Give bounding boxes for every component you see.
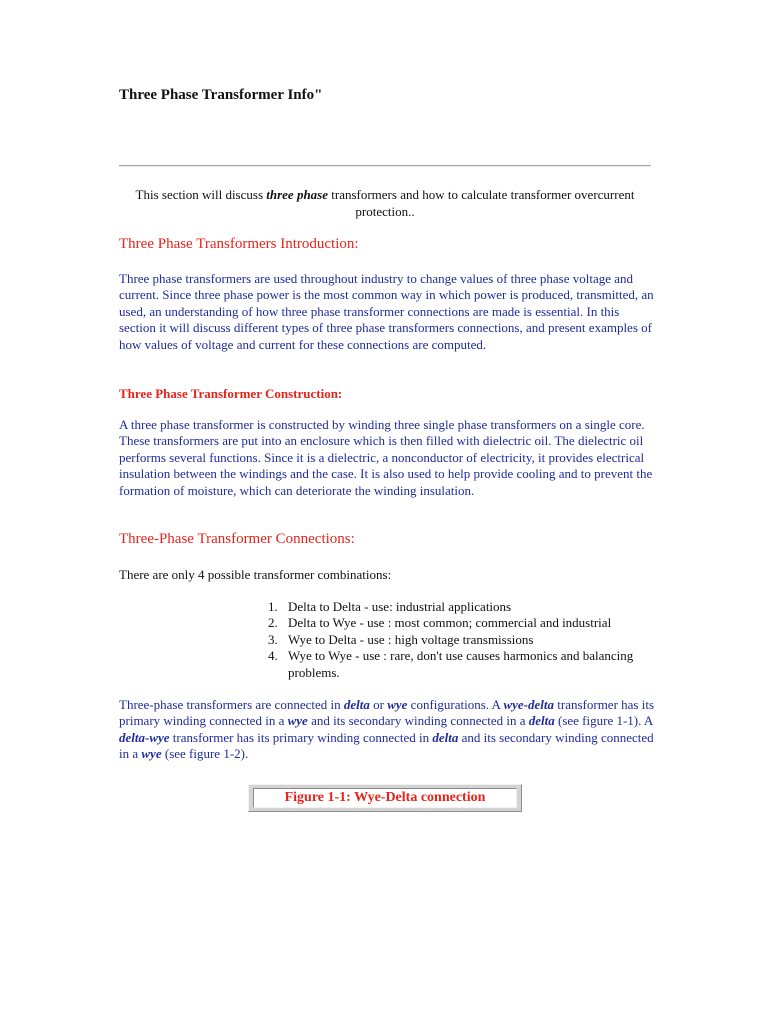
- closing-text: Three-phase transformers are connected in: [119, 697, 344, 712]
- closing-emphasis: wye: [287, 713, 308, 729]
- closing-emphasis: delta-wye: [119, 729, 170, 745]
- intro-emphasis: three phase: [266, 187, 328, 202]
- list-item: [268, 648, 648, 681]
- intro-paragraph: [119, 186, 651, 220]
- horizontal-divider: [119, 165, 651, 167]
- intro-text-before: This section will discuss: [135, 187, 267, 202]
- figure-caption: Figure 1-1: Wye-Delta connection: [253, 788, 517, 808]
- section-heading-introduction: Three Phase Transformers Introduction:: [119, 236, 359, 252]
- closing-emphasis: delta: [528, 713, 555, 729]
- closing-text: and its secondary winding connected in a: [307, 713, 529, 729]
- closing-text: (see figure 1-2).: [161, 746, 249, 762]
- list-item-text: Delta to Delta - use: industrial applications: [288, 599, 512, 614]
- closing-text: transformer has its primary winding connected in: [169, 729, 433, 745]
- figure-caption-box: [248, 784, 522, 812]
- list-item: [268, 615, 648, 631]
- combinations-list: [268, 599, 648, 681]
- closing-text: or: [369, 697, 388, 712]
- list-item: [268, 599, 648, 615]
- closing-emphasis: wye: [387, 697, 408, 712]
- closing-text: and its secondary winding connected in a: [119, 729, 654, 762]
- closing-emphasis: wye: [141, 746, 162, 762]
- closing-text: transformer has its primary winding connected in a: [119, 697, 655, 729]
- connections-lead-text: There are only 4 possible transformer combinations:: [119, 567, 392, 582]
- list-item-text: Wye to Delta - use : high voltage transmissions: [288, 631, 534, 647]
- section-heading-construction: Three Phase Transformer Construction:: [119, 386, 343, 401]
- page-title: Three Phase Transformer Info": [119, 87, 323, 103]
- list-item-text: Wye to Wye - use : rare, don't use causes harmonics and balancing problems.: [288, 648, 634, 680]
- section-body-construction: A three phase transformer is constructed by winding three single phase transformers on a single core. These transformers are put into an enclosure which is then filled with dielectric oil. The dielectric oil performs several functions. Since it is a dielectric, a nonconductor of electricity, it provides electrical insulation between the windings and the case. It is also used to help provide cooling and to prevent the formation of moisture, which can deteriorate the winding insulation.: [119, 417, 653, 498]
- list-item: [268, 632, 648, 648]
- list-item-text: Delta to Wye - use : most common; commercial and industrial: [288, 615, 612, 631]
- closing-emphasis: wye-delta: [503, 697, 555, 712]
- closing-emphasis: delta: [432, 729, 459, 745]
- intro-text-after: transformers and how to calculate transformer overcurrent protection..: [328, 187, 635, 219]
- closing-text: configurations. A: [407, 697, 504, 712]
- closing-emphasis: delta: [343, 697, 370, 712]
- list-item-number: 2.: [268, 615, 278, 631]
- list-item-number: 3.: [268, 631, 278, 647]
- section-heading-connections: Three-Phase Transformer Connections:: [119, 531, 355, 547]
- closing-text: (see figure 1-1). A: [554, 713, 653, 729]
- list-item-number: 1.: [268, 599, 278, 614]
- section-body-introduction: Three phase transformers are used throughout industry to change values of three phase voltage and current. Since three phase power is the most common way in which power is produced, transmitted, an used, an understanding of how three phase transformer connections are made is essential. In this section it will discuss different types of three phase transformers connections, and present examples of how values of voltage and current for these connections are computed.: [119, 271, 654, 352]
- connections-closing-paragraph: [119, 697, 655, 763]
- list-item-number: 4.: [268, 648, 278, 664]
